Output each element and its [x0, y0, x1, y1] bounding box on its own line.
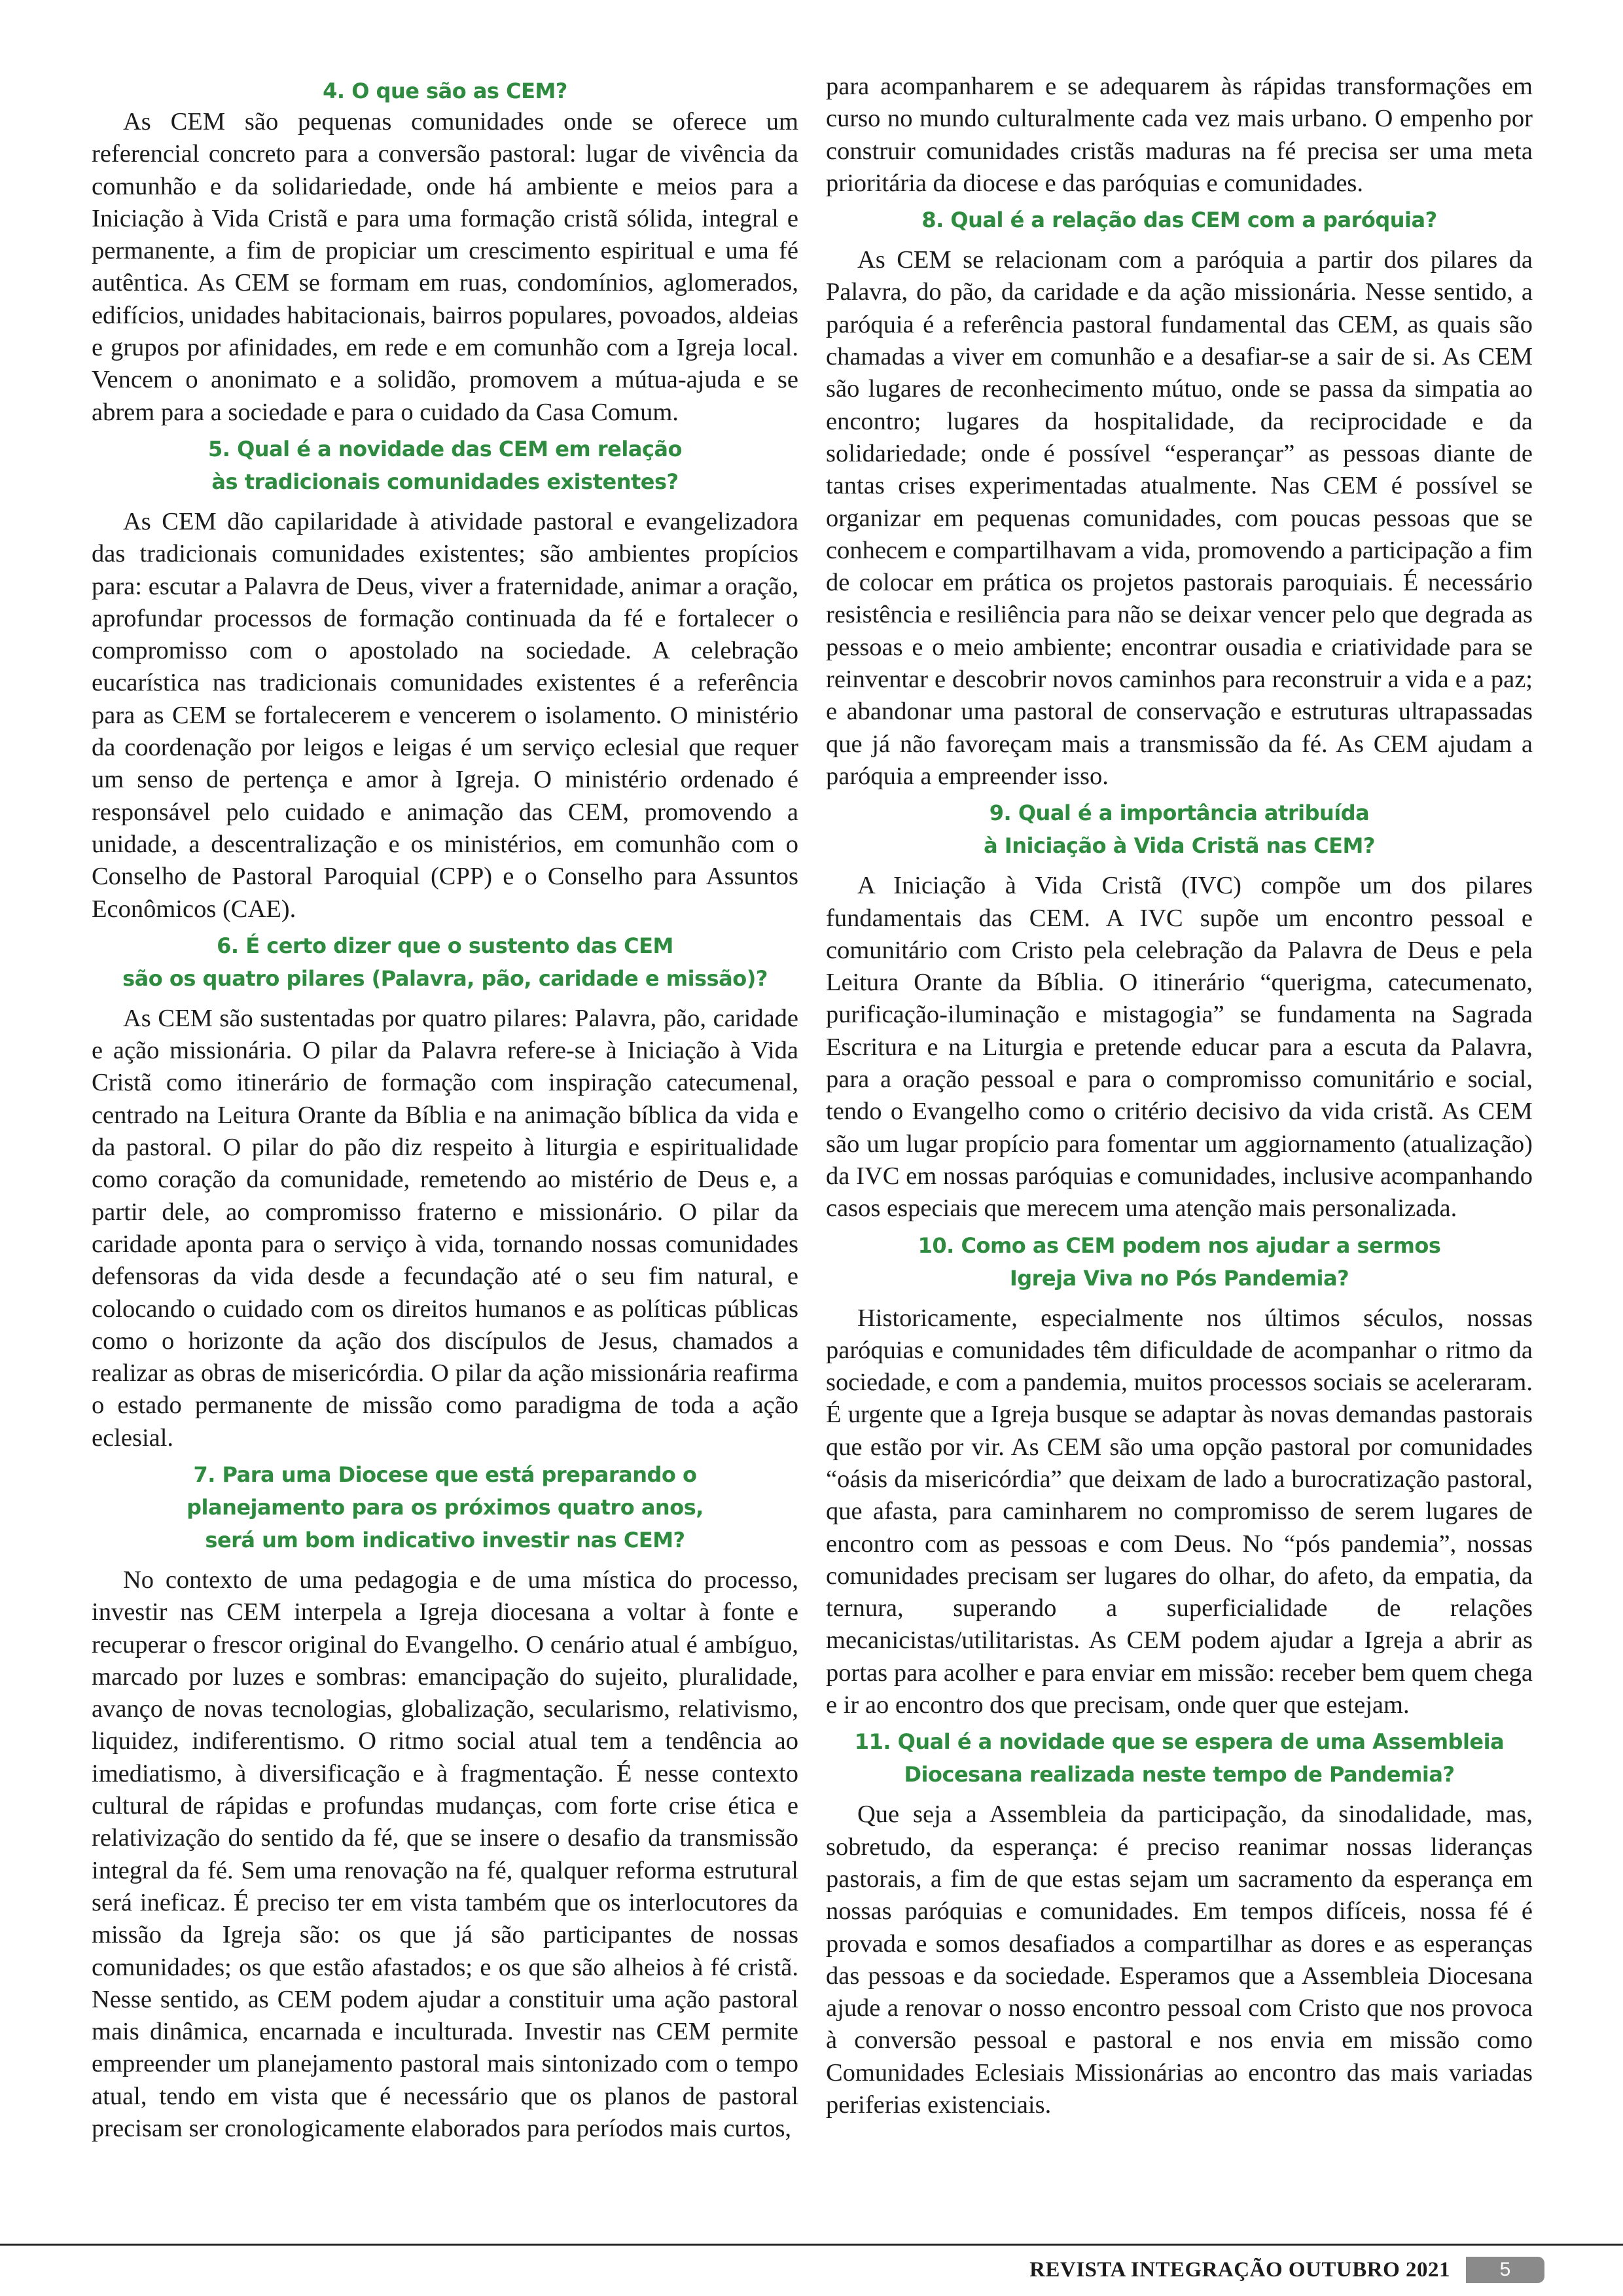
section-7-title-line-1: 7. Para uma Diocese que está preparando o	[193, 1462, 697, 1487]
section-11-paragraph: Que seja a Assembleia da participação, da sinodalidade, mas, sobretudo, da esperança: é preciso reanimar nossas lideranças pastorais, a fim de que estas sejam um sacramento da esperança em nossas paróquias e comunidades. Em tempos difíceis, nossa fé é provada e somos desafiados a compartilhar as dores e as esperanças das pessoas e da sociedade. Esperamos que a Assembleia Diocesana ajude a renovar o nosso encontro pessoal com Cristo que nos provoca à conversão pessoal e pastoral e nos envia em missão como Comunidades Eclesiais Missionárias ao encontro das mais variadas periferias existenciais.	[826, 1801, 1533, 2119]
section-11-title-line-1: 11. Qual é a novidade que se espera de uma Assembleia	[854, 1729, 1505, 1755]
page-footer	[1029, 2257, 1544, 2283]
section-7-heading	[92, 1458, 798, 1556]
section-5-title-line-1: 5. Qual é a novidade das CEM em relação	[208, 436, 682, 461]
section-6-title-line-2: são os quatro pilares (Palavra, pão, caridade e missão)?	[122, 965, 768, 991]
section-8-paragraph: As CEM se relacionam com a paróquia a partir dos pilares da Palavra, do pão, da caridade e da ação missionária. Nesse sentido, a paróquia é a referência pastoral fundamental das CEM, as quais são chamadas a viver em comunhão e a desafiar-se a sair de si. As CEM são lugares de reconhecimento mútuo, onde se passa da simpatia ao encontro; lugares da hospitalidade, da reciprocidade e da solidariedade; onde é possível “esperançar” as pessoas diante de tantas crises experimentadas atualmente. Nas CEM é possível se organizar em pequenas comunidades, com poucas pessoas que se conhecem e compartilhavam a vida, promovendo a participação a fim de colocar em prática os projetos pastorais paroquiais. É necessário resistência e resiliência para não se deixar vencer pelo que degrada as pessoas e o meio ambiente; encontrar ousadia e criatividade para se reinventar e descobrir novos caminhos para reconstruir a vida e a paz; e abandonar uma pastoral de conservação e estruturas ultrapassadas que já não favoreçam mais a transmissão da fé. As CEM ajudam a paróquia a empreender isso.	[826, 246, 1533, 790]
section-7-continuation: para acompanharem e se adequarem às rápidas transformações em curso no mundo culturalmente cada vez mais urbano. O empenho por construir comunidades cristãs maduras na fé precisa ser uma meta prioritária da diocese e das paróquias e comunidades.	[826, 73, 1533, 197]
section-4-heading	[92, 75, 798, 107]
page-number: 5	[1466, 2257, 1544, 2283]
section-7-title-line-3: será um bom indicativo investir nas CEM?	[205, 1527, 685, 1552]
section-5-paragraph: As CEM dão capilaridade à atividade pastoral e evangelizadora das tradicionais comunidades existentes; são ambientes propícios para: escutar a Palavra de Deus, viver a fraternidade, animar a oração, aprofundar processos de formação continuada da fé e fortalecer o compromisso com o apostolado na sociedade. A celebração eucarística nas tradicionais comunidades existentes é a referência para as CEM se fortalecerem e vencerem o isolamento. O ministério da coordenação por leigos e leigas é um serviço eclesial que requer um senso de pertença e amor à Igreja. O ministério ordenado é responsável pelo cuidado e animação das CEM, promovendo a unidade, a descentralização e os ministérios, em comunhão com o Conselho de Pastoral Paroquial (CPP) e o Conselho para Assuntos Econômicos (CAE).	[92, 507, 798, 923]
section-9-title-line-1: 9. Qual é a importância atribuída	[989, 800, 1370, 826]
section-4-paragraph: As CEM são pequenas comunidades onde se oferece um referencial concreto para a conversão pastoral: lugar de vivência da comunhão e da solidariedade, onde há ambiente e meios para a Iniciação à Vida Cristã e para uma formação cristã sólida, integral e permanente, a fim de propiciar um crescimento espiritual e uma fé autêntica. As CEM se formam em ruas, condomínios, aglomerados, edifícios, unidades habitacionais, bairros populares, povoados, aldeias e grupos por afinidades, em rede e em comunhão com a Igreja local. Vencem o anonimato e a solidão, promovem a mútua-ajuda e se abrem para a sociedade e para o cuidado da Casa Comum.	[92, 108, 798, 426]
right-column	[826, 71, 1533, 2124]
section-6-title-line-1: 6. É certo dizer que o sustento das CEM	[217, 933, 673, 958]
section-8-heading	[826, 204, 1533, 236]
section-5-heading	[92, 433, 798, 498]
section-9-title-line-2: à Iniciação à Vida Cristã nas CEM?	[984, 833, 1375, 859]
section-10-heading	[826, 1229, 1533, 1295]
section-10-title-line-1: 10. Como as CEM podem nos ajudar a sermos	[918, 1232, 1441, 1258]
footer-divider	[0, 2244, 1623, 2246]
section-8-title: 8. Qual é a relação das CEM com a paróquia?	[921, 207, 1437, 233]
section-5-title-line-2: às tradicionais comunidades existentes?	[211, 469, 679, 494]
section-7-paragraph: No contexto de uma pedagogia e de uma mística do processo, investir nas CEM interpela a Igreja diocesana a voltar à fonte e recuperar o frescor original do Evangelho. O cenário atual é ambíguo, marcado por luzes e sombras: emancipação do sujeito, pluralidade, avanço de novas tecnologias, globalização, secularismo, relativismo, liquidez, indiferentismo. O ritmo social atual tem a tendência ao imediatismo, à diversificação e à fragmentação. É nesse contexto cultural de rápidas e profundas mudanças, com forte crise ética e relativização do sentido da fé, que se insere o desafio da transmissão integral da fé. Sem uma renovação na fé, qualquer reforma estrutural será ineficaz. É preciso ter em vista também que os interlocutores da missão da Igreja são: os que já são participantes de nossas comunidades; os que estão afastados; e os que são alheios à fé cristã. Nesse sentido, as CEM podem ajudar a constituir uma ação pastoral mais dinâmica, encarnada e inculturada. Investir nas CEM permite empreender um planejamento pastoral mais sintonizado com o tempo atual, tendo em vista que é necessário que os planos de pastoral precisam ser cronologicamente elaborados para períodos mais curtos,	[92, 1566, 798, 2143]
section-11-title-line-2: Diocesana realizada neste tempo de Pandemia?	[904, 1762, 1455, 1787]
section-9-heading	[826, 797, 1533, 862]
left-column	[92, 71, 798, 2147]
section-11-heading	[826, 1725, 1533, 1791]
section-9-paragraph: A Iniciação à Vida Cristã (IVC) compõe um dos pilares fundamentais das CEM. A IVC supõe um encontro pessoal e comunitário com Cristo pela celebração da Palavra de Deus e pela Leitura Orante da Bíblia. O itinerário “querigma, catecumenato, purificação-iluminação e mistagogia” se fundamenta na Sagrada Escritura e na Liturgia e pretende educar para a escuta da Palavra, para a oração pessoal e para o compromisso comunitário e social, tendo o Evangelho como o critério decisivo da vida cristã. As CEM são um lugar propício para fomentar um aggiornamento (atualização) da IVC em nossas paróquias e comunidades, inclusive acompanhando casos especiais que merecem uma atenção mais personalizada.	[826, 872, 1533, 1223]
magazine-title: REVISTA INTEGRAÇÃO OUTUBRO 2021	[1029, 2257, 1450, 2282]
section-10-title-line-2: Igreja Viva no Pós Pandemia?	[1009, 1265, 1349, 1291]
section-6-paragraph: As CEM são sustentadas por quatro pilares: Palavra, pão, caridade e ação missionária. O pilar da Palavra refere-se à Iniciação à Vida Cristã como itinerário de formação com inspiração catecumenal, centrado na Leitura Orante da Bíblia e na animação bíblica da vida e da pastoral. O pilar do pão diz respeito à liturgia e espiritualidade como coração da comunidade, remetendo ao mistério de Deus e, a partir dele, ao compromisso fraterno e missionário. O pilar da caridade aponta para o serviço à vida, tornando nossas comunidades defensoras da vida desde a fecundação até o seu fim natural, e colocando o cuidado com os direitos humanos e as políticas públicas como o horizonte da ação dos discípulos de Jesus, chamados a realizar as obras de misericórdia. O pilar da ação missionária reafirma o estado permanente de missão como paradigma de toda a ação eclesial.	[92, 1004, 798, 1452]
section-10-paragraph: Historicamente, especialmente nos últimos séculos, nossas paróquias e comunidades têm dificuldade de acompanhar o ritmo da sociedade, e com a pandemia, muitos processos sociais se aceleraram. É urgente que a Igreja busque se adaptar às novas demandas pastorais que estão por vir. As CEM são uma opção pastoral por comunidades “oásis da misericórdia” que deixam de lado a burocratização pastoral, que afasta, para caminharem no compromisso de serem lugares de encontro com as pessoas e com Deus. No “pós pandemia”, nossas comunidades precisam ser lugares do olhar, do afeto, da empatia, da ternura, superando a superficialidade de relações mecanicistas/utilitaristas. As CEM podem ajudar a Igreja a abrir as portas para acolher e para enviar em missão: receber bem quem chega e ir ao encontro dos que precisam, onde quer que estejam.	[826, 1304, 1533, 1719]
section-7-title-line-2: planejamento para os próximos quatro anos,	[187, 1494, 704, 1520]
section-6-heading	[92, 929, 798, 995]
section-4-title: 4. O que são as CEM?	[323, 79, 567, 103]
